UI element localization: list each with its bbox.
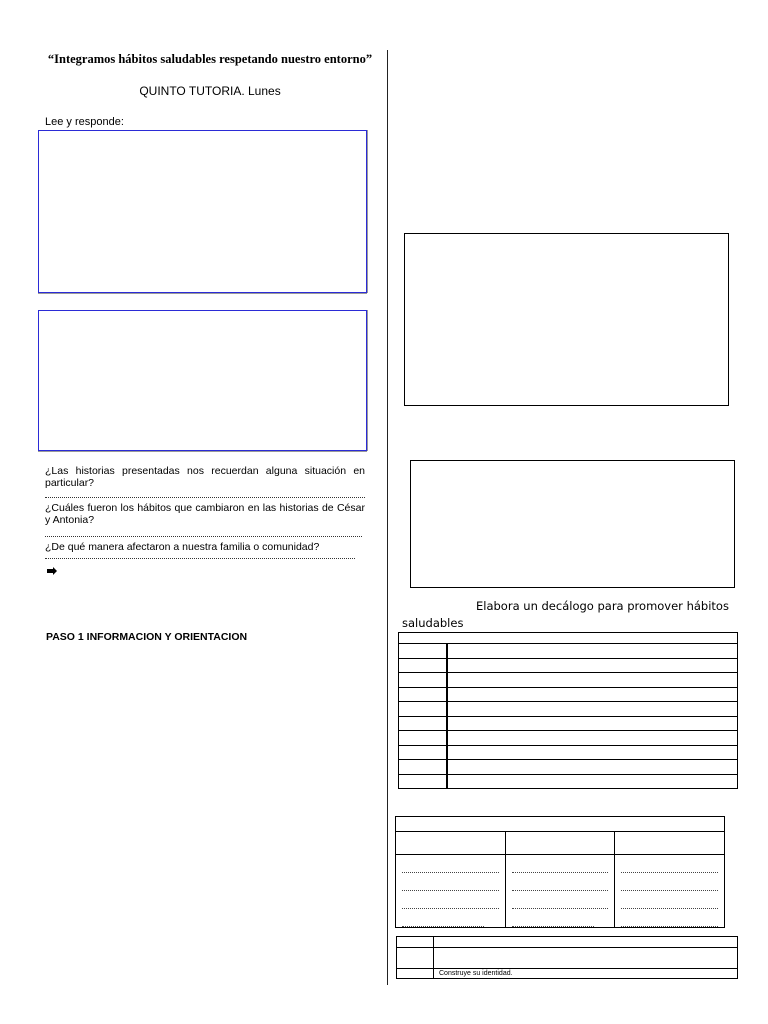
table-row	[399, 702, 738, 717]
document-subtitle: QUINTO TUTORIA. Lunes	[139, 84, 281, 98]
story-box-1	[38, 130, 367, 293]
eval-col-2-header	[505, 832, 615, 855]
instruction-label: Lee y responde:	[45, 116, 124, 128]
eval-header	[396, 817, 725, 832]
table-header-row	[399, 633, 738, 644]
question-1: ¿Las historias presentadas nos recuerdan alguna situación en particular?	[45, 465, 365, 489]
story-box-2	[38, 310, 367, 451]
table-row	[399, 745, 738, 760]
decalogo-table	[398, 632, 738, 789]
eval-col-1[interactable]	[396, 855, 506, 928]
hand-pointer-icon	[46, 563, 58, 573]
table-row	[399, 687, 738, 702]
eval-col-1-header	[396, 832, 506, 855]
decalogo-prompt-cont: saludables	[402, 616, 464, 630]
table-row	[399, 760, 738, 775]
evaluation-table	[395, 816, 725, 928]
document-title: “Integramos hábitos saludables respetando nuestro entorno”	[47, 52, 373, 66]
drawing-box-1	[404, 233, 729, 406]
question-3: ¿De qué manera afectaron a nuestra familia o comunidad?	[45, 541, 320, 553]
question-2: ¿Cuáles fueron los hábitos que cambiaron en las historias de César y Antonia?	[45, 502, 365, 526]
eval-col-2[interactable]	[505, 855, 615, 928]
drawing-box-2	[410, 460, 735, 588]
column-divider	[387, 50, 388, 985]
table-row	[399, 658, 738, 673]
section-heading: PASO 1 INFORMACION Y ORIENTACION	[46, 631, 248, 643]
table-row	[399, 731, 738, 746]
competence-table	[396, 936, 738, 979]
table-row	[399, 716, 738, 731]
decalogo-prompt: Elabora un decálogo para promover hábitos	[476, 599, 729, 613]
table-row	[399, 644, 738, 659]
answer-line-3	[45, 558, 355, 559]
eval-col-3-header	[615, 832, 725, 855]
table-row	[399, 774, 738, 789]
answer-line-1	[45, 497, 365, 498]
eval-col-3[interactable]	[615, 855, 725, 928]
table-row	[399, 673, 738, 688]
answer-line-2	[45, 536, 362, 537]
identity-text: Construye su identidad.	[434, 969, 738, 979]
